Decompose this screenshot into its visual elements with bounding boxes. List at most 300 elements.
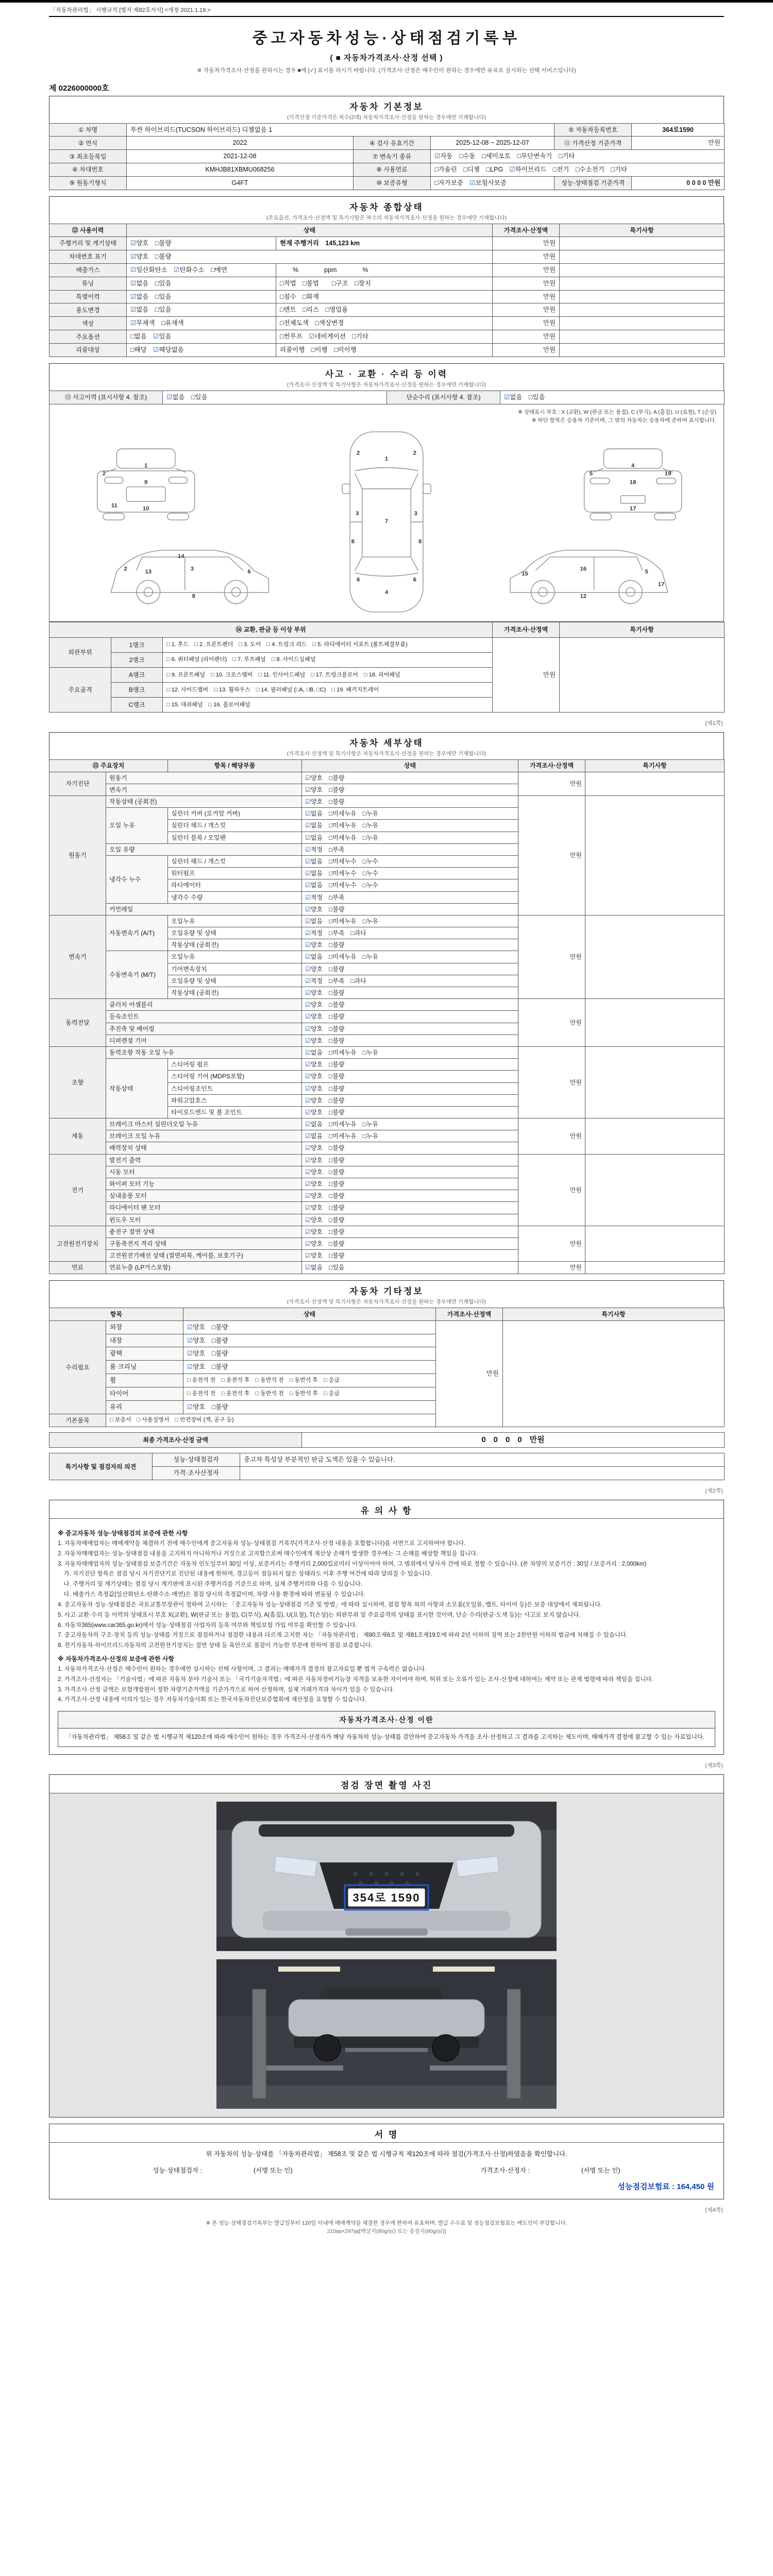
- table-cell: 시동 모터: [106, 1166, 302, 1178]
- table-cell: 브레이크 오일 누유: [106, 1130, 302, 1142]
- table-cell: 가격조사·산정액: [493, 622, 560, 637]
- table-cell: ☑무채색 □유채색: [127, 317, 276, 330]
- table-cell: [585, 1226, 725, 1262]
- table-cell: 만원: [493, 330, 560, 344]
- table-cell: ⑤ 자동차등록번호: [554, 123, 632, 137]
- footer-note: ※ 본 성능·상태점검기록부는 발급일부터 120일 이내에 매매계약을 체결한 경우에 한하여 유효하며, 발급 수수료 및 성능점검보험료는 매도인이 부담합니다.: [206, 2219, 567, 2226]
- table-cell: 라디에이터: [168, 879, 302, 891]
- price-survey-option-checkbox[interactable]: ( ■ 자동차가격조사·산정 선택 ): [330, 54, 443, 62]
- svg-text:2: 2: [413, 450, 416, 456]
- table-cell: 연료누출 (LP가스포함): [106, 1262, 302, 1274]
- table-cell: [560, 290, 725, 303]
- table-cell: ☑양호 □불량: [302, 1035, 518, 1046]
- notice-title: [49, 1500, 724, 1518]
- table-cell: 타이로드엔드 및 볼 조인트: [168, 1106, 302, 1118]
- table-row: [49, 915, 725, 927]
- table-cell: ☑양호 □불량: [302, 903, 518, 915]
- table-cell: 구동축전지 격리 상태: [106, 1238, 302, 1249]
- table-cell: 만원: [493, 637, 560, 713]
- table-cell: ☑양호 □불량: [302, 1142, 518, 1154]
- table-cell: ☑양호 □불량: [302, 1082, 518, 1094]
- table-cell: 색상: [49, 317, 127, 330]
- table-cell: ☑없음 □미세누유 □누유: [302, 915, 518, 927]
- table-cell: ⑦ 변속기 종류: [354, 150, 431, 163]
- svg-text:3: 3: [356, 511, 359, 517]
- table-cell: 와이퍼 모터 기능: [106, 1178, 302, 1190]
- document-number: 제 0226000000호: [49, 83, 109, 93]
- inspection-insurance-fee: [59, 2181, 714, 2192]
- paper-spec: 210㎜×297㎜[백상지(80g/㎡) 또는 중질지(80g/㎡)]: [327, 2228, 446, 2235]
- table-cell: 만원: [493, 290, 560, 303]
- notice-subheading-1: ※ 중고자동차 성능·상태점검의 보증에 관한 사항: [58, 1530, 188, 1537]
- notice-subheading-2: ※ 자동차가격조사·산정의 보증에 관한 사항: [58, 1655, 175, 1663]
- table-row: [49, 1320, 725, 1334]
- table-cell: 오일누유: [168, 915, 302, 927]
- notice-line: 3. 자동차매매업자의 성능·상태점검 보증기간은 자동차 인도일부터 30일 이상, 보증거리는 주행거리 2,000킬로미터 이상이어야 하며, 그 범위에서 당사자 간에 따로 정할 수 있습니다. (본 차량의 보증기간 : 30일 / 보증거리 : 2,000km): [58, 1561, 647, 1567]
- table-cell: 항목: [49, 1308, 183, 1320]
- table-cell: 작동상태 (공회전): [106, 796, 302, 808]
- document-title: 중고자동차성능·상태점검기록부: [252, 30, 521, 47]
- notice-line: 6. 자동차365(www.car365.go.kr)에서 성능·상태점검 사업자의 등록 여부와 책임보험 가입 여부를 확인할 수 있습니다.: [58, 1622, 358, 1629]
- table-cell: ④ 검사 유효기간: [354, 137, 431, 150]
- svg-text:11: 11: [111, 502, 117, 509]
- fuel-type-checks: □가솔린 □디젤 □LPG ☑하이브리드 □전기 □수소전기 □기타: [431, 163, 725, 177]
- table-cell: 커먼레일: [106, 903, 302, 915]
- table-cell: 작동상태 (공회전): [168, 987, 302, 999]
- notice-list-1: [58, 1539, 715, 1651]
- accident-history-checks: ☑없음 □있음: [163, 391, 387, 404]
- table-row: [49, 250, 725, 263]
- section-note: (가격조사·산정액 및 특기사항은 자동차가격조사·산정을 원하는 경우에만 기재합니다): [287, 381, 486, 388]
- appraiser-signature-line: 가격조사·산정자 : (서명 또는 인): [480, 2166, 620, 2174]
- table-cell: ☑양호 □불량: [302, 784, 518, 795]
- engine-type-value: G4FT: [127, 177, 354, 190]
- basic-info-section: [49, 96, 724, 190]
- simple-repair-checks: ☑없음 □있음: [500, 391, 725, 404]
- signature-names: [59, 2165, 714, 2175]
- signature-body: [49, 2142, 724, 2199]
- table-cell: 변속기: [49, 915, 106, 998]
- table-row: [49, 1046, 725, 1058]
- table-cell: ☑양호 □불량: [183, 1347, 436, 1361]
- table-cell: 스티어링 기어 (MDPS포함): [168, 1071, 302, 1082]
- basic-info-title: [49, 96, 724, 123]
- table-cell: 상태: [302, 760, 518, 772]
- svg-text:7: 7: [384, 518, 389, 525]
- table-cell: [585, 1262, 725, 1274]
- definition-box-body: 「자동차관리법」 제58조 및 같은 법 시행규칙 제120조에 따라 매수인이 원하는 경우 가격조사·산정자가 해당 자동차의 성능·상태를 감안하여 중고자동차 가격을 조사·산정하고 그 결과를 고지하는 제도이며, 매매가격 결정에 참고할 수 있는 자료입니다.: [65, 1734, 704, 1741]
- table-cell: [503, 1320, 725, 1427]
- table-cell: 오일 유량: [106, 843, 302, 855]
- table-cell: 만원: [632, 137, 725, 150]
- car-outline-diagram: [57, 425, 716, 619]
- table-cell: 윈도우 모터: [106, 1214, 302, 1226]
- table-row: [49, 150, 725, 163]
- table-cell: 가격조사·산정액: [436, 1308, 503, 1320]
- svg-text:13: 13: [145, 569, 152, 575]
- table-cell: [560, 330, 725, 344]
- table-cell: ☑양호 □불량: [302, 999, 518, 1011]
- vin-value: KMHJB81XBMU068256: [127, 163, 354, 177]
- section-title-text: 서 명: [374, 2129, 399, 2140]
- table-cell: ☑적정 □부족: [302, 891, 518, 903]
- final-price-table: [49, 1432, 725, 1448]
- table-cell: [560, 277, 725, 290]
- table-cell: 오일유량 및 상태: [168, 927, 302, 939]
- table-cell: 기어변속장치: [168, 963, 302, 975]
- notice-line: 1. 자동차가격조사·산정은 매수인이 원하는 경우에만 실시하는 선택 사항이며, 그 결과는 매매가격 결정의 참고자료일 뿐 법적 구속력은 없습니다.: [58, 1666, 427, 1672]
- table-cell: 주요옵션: [49, 330, 127, 344]
- table-cell: 상태: [127, 224, 493, 236]
- svg-text:2: 2: [357, 450, 360, 456]
- inspection-validity-value: 2025-12-08 ~ 2025-12-07: [431, 137, 554, 150]
- table-cell: C랭크: [111, 698, 163, 713]
- inspector-comment: 중고차 특성상 부분적인 판금 도색은 있을 수 있습니다.: [240, 1453, 725, 1467]
- table-row: [49, 1308, 725, 1320]
- base-price-value: 0 0 0 0 만원: [632, 177, 725, 190]
- table-row: [49, 237, 725, 250]
- table-cell: 만원: [518, 915, 585, 998]
- table-cell: □ 12. 사이드멤버 □ 13. 휠하우스 □ 14. 필러패널 (□A, □B, □C) □ 19. 패키지트레이: [163, 683, 493, 698]
- table-cell: 제동: [49, 1118, 106, 1155]
- table-cell: 최종 가격조사·산정 금액: [49, 1433, 302, 1448]
- table-cell: 작동상태 (공회전): [168, 939, 302, 951]
- table-cell: 만원: [518, 1154, 585, 1226]
- table-cell: ☑적정 □부족 □과다: [302, 927, 518, 939]
- page-marker-2: (제2쪽): [705, 1488, 723, 1494]
- table-cell: 워터펌프: [168, 868, 302, 879]
- table-cell: 만원: [493, 344, 560, 357]
- notice-line: 가. 자기진단 항목은 점검 당시 자기진단기로 진단된 내용에 한하며, 경고등이 점등되지 않은 상태라도 이후 주행 여건에 따라 달라질 수 있습니다.: [58, 1571, 432, 1578]
- table-row: [49, 330, 725, 344]
- photos-title: [49, 1774, 724, 1793]
- table-cell: 만원: [518, 999, 585, 1047]
- table-cell: 실린더 커버 (로커암 커버): [168, 808, 302, 820]
- table-cell: [585, 1154, 725, 1226]
- table-cell: [560, 344, 725, 357]
- table-cell: 파워고압호스: [168, 1094, 302, 1106]
- table-cell: ☑없음 □있음: [302, 1262, 518, 1274]
- notice-line: 3. 가격조사·산정 금액은 보험개발원이 정한 차량기준가액을 기준가격으로 하여 산정하며, 실제 거래가격과 차이가 있을 수 있습니다.: [58, 1686, 395, 1693]
- notice-line: 4. 중고자동차 성능·상태점검은 국토교통부장관이 정하여 고시하는 「중고자동차 성능·상태점검 기준 및 방법」에 따라 실시하며, 점검 항목 외의 사항과 소모품(오일류, 벨트, 타이어 등)은 보증 대상에서 제외됩니다.: [58, 1601, 602, 1608]
- table-cell: 만원: [436, 1320, 503, 1427]
- section-title-text: 자동차 세부상태: [349, 738, 424, 749]
- table-cell: 성능·상태점검 기준가격: [554, 177, 632, 190]
- notice-line: 4. 가격조사·산정 내용에 이의가 있는 경우 자동차기술사회 또는 한국자동차진단보증협회에 재산정을 요청할 수 있습니다.: [58, 1697, 367, 1703]
- table-cell: 타이어: [106, 1387, 183, 1401]
- table-cell: 만원: [518, 1226, 585, 1262]
- table-cell: 라디에이터 팬 모터: [106, 1202, 302, 1214]
- svg-text:9: 9: [144, 479, 148, 486]
- table-row: [49, 760, 725, 772]
- table-row: [49, 224, 725, 236]
- signature-title: [49, 2124, 724, 2142]
- table-cell: [585, 1046, 725, 1118]
- table-cell: □ 보증서 □ 사용설명서 □ 안전장비 (잭, 공구 등): [106, 1414, 436, 1427]
- svg-text:3: 3: [190, 566, 194, 572]
- table-cell: 만원: [493, 277, 560, 290]
- notice-body: [49, 1518, 724, 1755]
- table-cell: ☑양호 □불량: [302, 1202, 518, 1214]
- signature-statement: 위 자동차의 성능·상태를 「자동차관리법」 제58조 및 같은 법 시행규칙 제120조에 따라 점검(가격조사·산정)하였음을 확인합니다.: [206, 2150, 567, 2158]
- table-row: [49, 123, 725, 137]
- svg-text:8: 8: [418, 538, 422, 545]
- fee-label: 성능점검보험료 :: [617, 2182, 675, 2191]
- table-cell: 특기사항: [560, 224, 725, 236]
- section-title-text: 자동차 종합상태: [349, 202, 424, 212]
- table-cell: 원동기: [106, 772, 302, 784]
- table-cell: 용도변경: [49, 303, 127, 317]
- table-cell: 주행거리 및 계기상태: [49, 237, 127, 250]
- section-note: (가격조사·산정액 및 특기사항은 자동차가격조사·산정을 원하는 경우에만 기재합니다): [287, 1298, 486, 1305]
- table-cell: □썬루프 ☑네비게이션 □기타: [276, 330, 493, 344]
- table-cell: ⑩ 보증유형: [354, 177, 431, 190]
- table-row: [49, 277, 725, 290]
- table-cell: 작동상태: [106, 1059, 168, 1118]
- etc-info-table: [49, 1308, 725, 1428]
- license-plate-text: 354로 1590: [352, 1891, 421, 1904]
- table-cell: ⑭ 교환, 판금 등 이상 부위: [49, 622, 493, 637]
- odometer-value: 현재 주행거리 145,123 km: [276, 237, 493, 250]
- table-cell: ☑양호 □불량: [302, 1238, 518, 1249]
- table-cell: 2랭크: [111, 652, 163, 667]
- section-note: (가격조사·산정액 및 특기사항은 자동차가격조사·산정을 원하는 경우에만 기재합니다): [287, 751, 486, 757]
- svg-text:18: 18: [629, 479, 636, 486]
- table-cell: 실내송풍 모터: [106, 1190, 302, 1202]
- table-cell: ☑없음 □미세누유 □누유: [302, 832, 518, 843]
- table-cell: [585, 796, 725, 916]
- fee-value: 164,450 원: [677, 2182, 714, 2191]
- table-cell: 수리필요: [49, 1320, 106, 1414]
- table-cell: ☑양호 □불량: [302, 772, 518, 784]
- table-cell: ☑양호 □불량: [302, 1154, 518, 1166]
- table-cell: [560, 303, 725, 317]
- table-cell: ☑양호 □불량: [302, 1011, 518, 1023]
- table-cell: 배출가스: [49, 263, 127, 277]
- table-cell: [560, 263, 725, 277]
- table-cell: [560, 317, 725, 330]
- table-cell: 만원: [493, 250, 560, 263]
- notice-line: 나. 주행거리 및 계기상태는 점검 당시 계기판에 표시된 주행거리를 기준으로 하며, 실제 주행거리와 다를 수 있습니다.: [58, 1581, 363, 1588]
- section-note: (주요옵션, 가격조사·산정액 및 특기사항은 복수의 자동차가격조사·산정을 원하는 경우에만 기재합니다): [266, 214, 507, 221]
- table-row: [49, 391, 725, 404]
- table-cell: ☑없음 □미세누유 □누유: [302, 820, 518, 832]
- table-row: [49, 1453, 725, 1467]
- page-footer: [49, 2219, 724, 2236]
- table-row: [49, 1262, 725, 1274]
- photo-front-view: [216, 1802, 557, 1951]
- inspector-signature-line: 성능·상태점검자 : (서명 또는 인): [153, 2166, 293, 2174]
- table-cell: ☑양호 □불량: [302, 1226, 518, 1238]
- table-cell: ☑없음 □있음: [127, 290, 276, 303]
- notice-line: 2. 자동차매매업자는 성능·상태점검 내용을 고지하지 아니하거나 거짓으로 고지함으로써 매수인에게 재산상 손해가 발생한 경우에는 그 손해를 배상할 책임을 집니다.: [58, 1550, 478, 1557]
- table-cell: □해당 ☑해당없음: [127, 344, 276, 357]
- table-cell: □ 운전석 전 □ 운전석 후 □ 동반석 전 □ 동반석 후 □ 응급: [183, 1387, 436, 1401]
- table-cell: ⑬ 사고이력 (표시사항 4. 참조): [49, 391, 163, 404]
- table-cell: 만원: [518, 772, 585, 795]
- table-cell: 실린더 헤드 / 개스킷: [168, 820, 302, 832]
- table-cell: 리콜대상: [49, 344, 127, 357]
- table-cell: 외장: [106, 1320, 183, 1334]
- table-cell: 디퍼렌셜 기어: [106, 1035, 302, 1046]
- table-cell: 동력전달: [49, 999, 106, 1047]
- table-row: [49, 772, 725, 784]
- table-cell: 룸 크리닝: [106, 1361, 183, 1374]
- table-cell: ☑없음 □미세누유 □누유: [302, 1118, 518, 1130]
- plate-number-value: 364로1590: [632, 123, 725, 137]
- table-cell: 오일누유: [168, 951, 302, 963]
- table-cell: 충전구 절연 상태: [106, 1226, 302, 1238]
- table-row: [49, 1154, 725, 1166]
- table-cell: ☑없음 □미세누수 □누수: [302, 855, 518, 867]
- etc-info-title: [49, 1280, 724, 1308]
- table-cell: 등속조인트: [106, 1011, 302, 1023]
- table-cell: ☑양호 □불량: [127, 250, 493, 263]
- table-cell: □침수 □화재: [276, 290, 493, 303]
- table-cell: ☑양호 □불량: [127, 237, 276, 250]
- table-cell: 차대번호 표기: [49, 250, 127, 263]
- section-title-text: 점검 장면 촬영 사진: [340, 1780, 433, 1790]
- table-cell: 항목 / 해당부품: [168, 760, 302, 772]
- notice-list-2: [58, 1665, 715, 1705]
- table-cell: ☑없음 □미세누수 □누수: [302, 879, 518, 891]
- table-row: [49, 303, 725, 317]
- inspector-opinion-table: [49, 1453, 725, 1480]
- table-cell: 성능·상태점검자: [153, 1453, 240, 1467]
- section-note: (가격산정 기준가격은 복수(2대) 자동차가격조사·산정을 원하는 경우에만 기재합니다): [287, 114, 486, 121]
- section-title-text: 자동차 기타정보: [349, 1286, 424, 1296]
- car-side-view-left: [111, 550, 268, 604]
- car-damage-diagram: [49, 404, 724, 622]
- table-cell: 리콜이행 □이행 □미이행: [276, 344, 493, 357]
- svg-text:5: 5: [645, 569, 648, 575]
- table-cell: [585, 999, 725, 1047]
- table-cell: 수동변속기 (M/T): [106, 951, 168, 999]
- table-cell: 단순수리 (표시사항 4. 참조): [387, 391, 500, 404]
- table-cell: ☑양호 □불량: [302, 1094, 518, 1106]
- table-cell: 외판부위: [49, 637, 111, 667]
- svg-text:8: 8: [351, 538, 355, 545]
- table-cell: 튜닝: [49, 277, 127, 290]
- overall-condition-title: [49, 196, 724, 224]
- table-cell: 자동변속기 (A/T): [106, 915, 168, 951]
- table-row: [49, 163, 725, 177]
- section-title-text: 사고 · 교환 · 수리 등 이력: [325, 369, 448, 379]
- table-cell: ⑪ 가격산정 기준가격: [554, 137, 632, 150]
- accident-history-section: [49, 363, 724, 713]
- transmission-type-checks: ☑자동 □수동 □세미오토 □무단변속기 □기타: [431, 150, 725, 163]
- table-cell: □적법 □불법 □구조 □장치: [276, 277, 493, 290]
- table-row: [49, 1226, 725, 1238]
- accident-history-table: [49, 391, 725, 404]
- table-cell: □없음 ☑있음: [127, 330, 276, 344]
- svg-text:5: 5: [589, 470, 593, 477]
- table-row: [49, 290, 725, 303]
- table-cell: ☑일산화탄소 ☑탄화수소 □매연: [127, 263, 276, 277]
- table-cell: 동력조향 작동 오일 누유: [106, 1046, 302, 1058]
- notice-line: 다. 배출가스 측정값(일산화탄소·탄화수소·매연)은 점검 당시의 측정값이며, 차량 사용 환경에 따라 변동될 수 있습니다.: [58, 1591, 365, 1598]
- table-row: [49, 796, 725, 808]
- notice-line: 2. 가격조사·산정자는 「기술사법」에 따른 자동차 분야 기술사 또는 「국가기술자격법」에 따른 자동차정비기능장 자격을 보유한 자이어야 하며, 허위 또는 오류가 있는 조사·산정에 대하여는 계약 또는 관계 법령에 따라 책임을 집니다.: [58, 1676, 653, 1683]
- final-price-value: 0 0 0 0 만원: [302, 1433, 725, 1448]
- table-cell: □렌트 □리스 □영업용: [276, 303, 493, 317]
- table-cell: □ 9. 프론트패널 □ 10. 크로스멤버 □ 11. 인사이드패널 □ 17. 트렁크플로어 □ 18. 리어패널: [163, 667, 493, 682]
- svg-text:6: 6: [247, 569, 251, 575]
- table-cell: ☑양호 □불량: [302, 796, 518, 808]
- table-cell: ⑧ 사용연료: [354, 163, 431, 177]
- table-row: [49, 317, 725, 330]
- table-cell: ☑양호 □불량: [302, 1106, 518, 1118]
- table-cell: [560, 250, 725, 263]
- table-cell: ☑양호 □불량: [302, 1071, 518, 1082]
- table-cell: 휠: [106, 1374, 183, 1387]
- table-cell: □ 운전석 전 □ 운전석 후 □ 동반석 전 □ 동반석 후 □ 응급: [183, 1374, 436, 1387]
- table-cell: ☑없음 □미세누유 □누유: [302, 951, 518, 963]
- table-cell: 스티어링 펌프: [168, 1059, 302, 1071]
- etc-info-section: [49, 1280, 724, 1481]
- table-cell: 자기진단: [49, 772, 106, 795]
- table-cell: 내장: [106, 1334, 183, 1347]
- svg-text:2: 2: [124, 566, 127, 572]
- table-cell: 스티어링조인트: [168, 1082, 302, 1094]
- warranty-type-checks: □자가보증 ☑보험사보증: [431, 177, 554, 190]
- accident-history-title: [49, 363, 724, 391]
- first-registration-value: 2021-12-08: [127, 150, 354, 163]
- svg-text:1: 1: [144, 463, 148, 469]
- svg-text:3: 3: [414, 511, 417, 517]
- table-cell: ☑없음 □미세누유 □누유: [302, 808, 518, 820]
- overall-condition-section: [49, 196, 724, 357]
- table-cell: ☑양호 □불량: [302, 1023, 518, 1035]
- table-cell: 특별이력: [49, 290, 127, 303]
- notice-line: 5. 사고·교환·수리 등 이력의 상태표시 부호 X(교환), W(판금 또는 용접), C(부식), A(흠집), U(요철), T(손상)는 외판부위 및 주요골격의 상태를 표시한 것이며, 단순 수리(판금·도색 등)는 사고로 보지 않습니다.: [58, 1612, 581, 1618]
- table-cell: 변속기: [106, 784, 302, 795]
- table-cell: ☑양호 □불량: [183, 1361, 436, 1374]
- table-cell: 클러치 어셈블리: [106, 999, 302, 1011]
- document-header: [49, 17, 724, 77]
- table-cell: [585, 915, 725, 998]
- table-cell: □전체도색 □색상변경: [276, 317, 493, 330]
- legend-line-2: ※ 하단 항목은 승용차 기준이며, 그 밖의 자동차는 승용차에 준하여 표시합니다.: [531, 417, 716, 423]
- form-reference: 「자동차관리법」 시행규칙 [별지 제82호서식] <개정 2021.1.19.>: [50, 7, 211, 13]
- table-cell: 만원: [493, 237, 560, 250]
- table-cell: 만원: [493, 317, 560, 330]
- table-cell: □ 1. 후드 □ 2. 프론트펜더 □ 3. 도어 □ 4. 트렁크 리드 □ 5. 라디에이터 서포트 (볼트체결부품): [163, 637, 493, 652]
- signature-section: [49, 2124, 724, 2199]
- vehicle-name-value: 투싼 하이브리드(TUCSON 하이브리드) 디젤없음 1: [127, 123, 554, 137]
- table-cell: 기본품목: [49, 1414, 106, 1427]
- table-cell: ☑적정 □부족 □과다: [302, 975, 518, 987]
- damage-code-legend: [57, 409, 716, 425]
- table-cell: ☑양호 □불량: [302, 1250, 518, 1262]
- table-cell: ⑮ 주요장치: [49, 760, 168, 772]
- table-cell: 특기사항: [560, 622, 725, 637]
- table-cell: ☑없음 □있음: [127, 277, 276, 290]
- table-cell: ☑양호 □불량: [183, 1320, 436, 1334]
- table-row: [49, 637, 725, 652]
- table-cell: 고전원전기장치: [49, 1226, 106, 1262]
- table-row: [49, 622, 725, 637]
- table-cell: ☑양호 □불량: [302, 963, 518, 975]
- panel-rank-table: [49, 622, 725, 713]
- table-cell: % ppm %: [276, 263, 493, 277]
- table-cell: 오일유량 및 상태: [168, 975, 302, 987]
- table-cell: 특기사항: [585, 760, 725, 772]
- table-cell: 배력장치 상태: [106, 1142, 302, 1154]
- table-row: [49, 344, 725, 357]
- inspection-photos-section: [49, 1774, 724, 2117]
- page: [49, 3, 724, 2246]
